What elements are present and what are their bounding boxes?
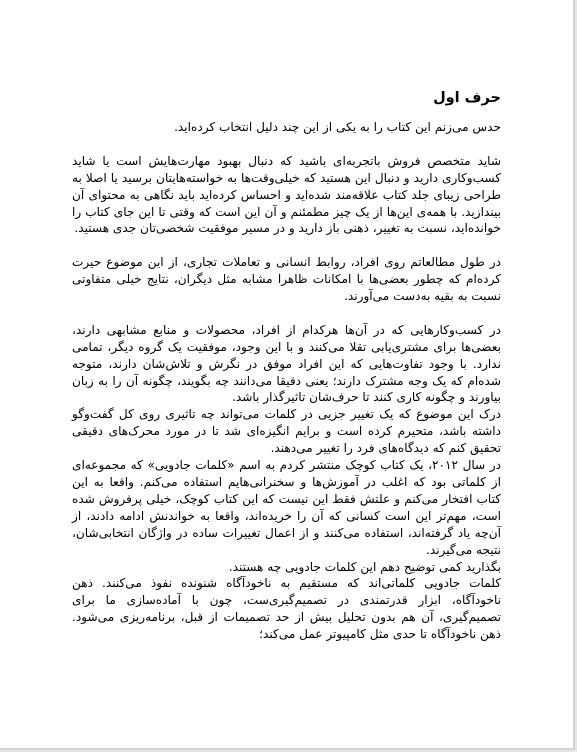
paragraph: کلمات جادویی کلماتی‌اند که مستقیم به ناخودآگاه شنونده نفوذ می‌کنند. ذهن ناخودآگاه، ابزار قدرتمندی در تصمیم‌گیری‌ست، چون با آماده‌سازی ما برای تصمیم‌گیری، آن هم بدون تحلیل بیش از حد تصمیمات از قبل، برنامه‌ریزی می‌شود. ذهن ناخودآگاه تا حدی مثل کامپیوتر عمل می‌کند؛ (72, 576, 501, 642)
document-body (72, 88, 501, 643)
paragraph: بگذارید کمی توضیح دهم این کلمات جادویی چه هستند. (228, 559, 501, 574)
chapter-heading: حرف اول (433, 90, 501, 106)
paragraph: در سال ۲۰۱۲، یک کتاب کوچک منتشر کردم به اسم «کلمات جادویی» که مجموعه‌ای از کلماتی بود که اغلب در آموزش‌ها و سخنرانی‌هایم استفاده می‌کنم. واقعا به این کتاب افتخار می‌کنم و علتش فقط این نیست که این کتاب کوچک، خیلی پرفروش شده است، مهم‌تر این است کسانی که آن را خریده‌اند، واقعا به خواندنش ادامه دادند، از آن‌چه یاد گرفته‌اند، استفاده می‌کنند و از اعمال تغییرات ساده در واژگان انتخابی‌شان، نتیجه می‌گیرند. (72, 458, 501, 557)
paragraph-intro: حدس می‌زنم این کتاب را به یکی از این چند دلیل انتخاب کرده‌اید. (174, 120, 501, 134)
paragraph: در کسب‌وکارهایی که در آن‌ها هرکدام از افراد، محصولات و منابع مشابهی دارند، بعضی‌ها برای مشتری‌یابی تقلا می‌کنند و با این وجود، موفقیت یک گروه دیگر، تمامی ندارد. با وجود تفاوت‌هایی که این افراد موفق در نگرش و تلاش‌شان دارند، متوجه شده‌ام که یک وجه مشترک دارند؛ یعنی دقیقا می‌دانند چه بگویند، چگونه آن را به زبان بیاورند و چگونه کاری کنند تا حرف‌شان تاثیرگذار باشد. (72, 322, 501, 405)
paragraph: شاید متخصص فروش باتجربه‌ای باشید که دنبال بهبود مهارت‌هایش است یا شاید کسب‌وکاری دارید و دنبال این هستید که خیلی‌وقت‌ها به خواسته‌هایتان برسید یا اصلا به طراحی زیبای جلد کتاب علاقه‌مند شده‌اید و احساس کرده‌اید باید نگاهی به محتوای آن بیندازید. با همه‌ی این‌ها از یک چیز مطمئنم و آن این است که وقتی تا این جای کتاب را خوانده‌اید، نسبت به تغییر، ذهنی باز دارید و در مسیر موفقیت شخصی‌تان جدی هستید. (72, 153, 501, 236)
paragraph: در طول مطالعاتم روی افراد، روابط انسانی و تعاملات تجاری، از این موضوع حیرت کرده‌ام که چطور بعضی‌ها با امکانات ظاهرا مشابه مثل دیگران، نتایج خیلی متفاوتی نسبت به بقیه به‌دست می‌آورند. (72, 255, 501, 304)
paragraph: درک این موضوع که یک تغییر جزیی در کلمات می‌تواند چه تاثیری روی کل گفت‌وگو داشته باشد، متحیرم کرده است و برایم انگیزه‌ای شد تا در مورد محرک‌های دقیقی تحقیق کنم که دیدگاه‌های فرد را تغییر می‌دهند. (72, 407, 501, 456)
